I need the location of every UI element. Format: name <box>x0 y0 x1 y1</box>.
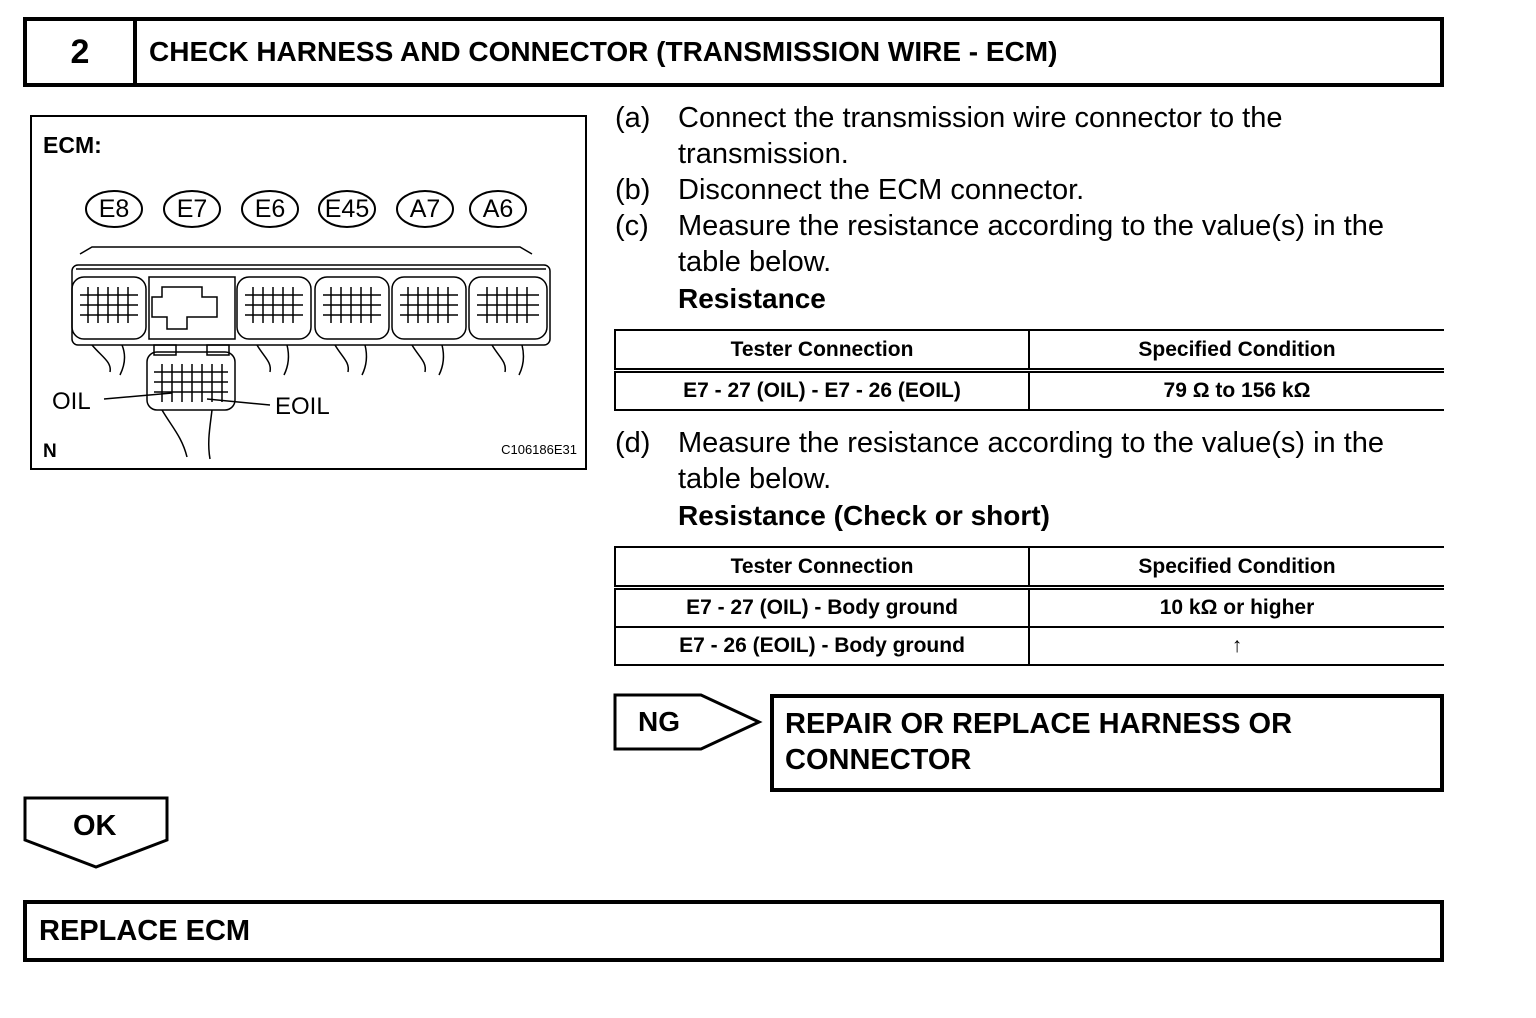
connector-label-a7: A7 <box>409 195 441 223</box>
column-header: Tester Connection <box>615 330 1029 371</box>
connector-label-e8: E8 <box>98 195 130 223</box>
column-header: Tester Connection <box>615 547 1029 588</box>
table-header-row <box>615 547 1444 588</box>
table2-heading: Resistance (Check or short) <box>678 500 1050 531</box>
table-row <box>615 588 1444 628</box>
step-title: CHECK HARNESS AND CONNECTOR (TRANSMISSION WIRE - ECM) <box>149 36 1058 67</box>
table-row <box>615 371 1444 411</box>
step-text: Measure the resistance according to the value(s) in the table below. <box>678 210 1385 278</box>
connector-callout-e7 <box>164 191 220 227</box>
table-cell: E7 - 26 (EOIL) - Body ground <box>615 627 1029 665</box>
step-label: (d) <box>615 427 651 459</box>
ecm-connector-figure <box>30 115 587 470</box>
connector-callout-e45 <box>319 191 375 227</box>
resistance-table <box>614 329 1444 411</box>
ng-result-box <box>770 694 1444 792</box>
ng-label: NG <box>638 706 680 737</box>
ng-arrow-icon <box>613 693 765 753</box>
column-header: Specified Condition <box>1029 330 1444 371</box>
table1-heading: Resistance <box>678 283 826 314</box>
ng-result-line: REPAIR OR REPLACE HARNESS OR <box>785 708 1293 740</box>
table-cell: ↑ <box>1029 627 1444 665</box>
step-number: 2 <box>27 21 137 83</box>
connector-callout-a6 <box>470 191 526 227</box>
table-row <box>615 627 1444 665</box>
pin-label-oil: OIL <box>52 388 91 415</box>
table-cell: 10 kΩ or higher <box>1029 588 1444 628</box>
connector-callout-e6 <box>242 191 298 227</box>
table-header-row <box>615 330 1444 371</box>
table-cell: 79 Ω to 156 kΩ <box>1029 371 1444 411</box>
step-label: (a) <box>615 102 651 134</box>
short-check-table <box>614 546 1444 666</box>
table-cell: E7 - 27 (OIL) - Body ground <box>615 588 1029 628</box>
step-text: Connect the transmission wire connector to the transmission. <box>678 102 1283 170</box>
figure-code: C106186E31 <box>501 442 577 457</box>
ok-result-box: REPLACE ECM <box>23 900 1444 962</box>
ng-result-line: CONNECTOR <box>785 744 972 776</box>
figure-corner-label: N <box>43 441 57 462</box>
connector-callout-a7 <box>397 191 453 227</box>
connector-callout-e8 <box>86 191 142 227</box>
ecm-connector-drawing <box>32 117 585 468</box>
connector-label-e7: E7 <box>176 195 208 223</box>
ok-label: OK <box>73 810 117 842</box>
step-label: (b) <box>615 174 651 206</box>
ecm-body <box>72 247 550 459</box>
connector-label-e6: E6 <box>254 195 286 223</box>
connector-label-e45: E45 <box>324 195 370 223</box>
step-header <box>23 17 1444 87</box>
column-header: Specified Condition <box>1029 547 1444 588</box>
step-label: (c) <box>615 210 649 242</box>
step-text: Disconnect the ECM connector. <box>678 174 1085 206</box>
connector-label-a6: A6 <box>482 195 514 223</box>
figure-title: ECM: <box>43 132 102 158</box>
pin-label-eoil: EOIL <box>275 393 330 420</box>
step-text: Measure the resistance according to the value(s) in the table below. <box>678 427 1385 495</box>
table-cell: E7 - 27 (OIL) - E7 - 26 (EOIL) <box>615 371 1029 411</box>
